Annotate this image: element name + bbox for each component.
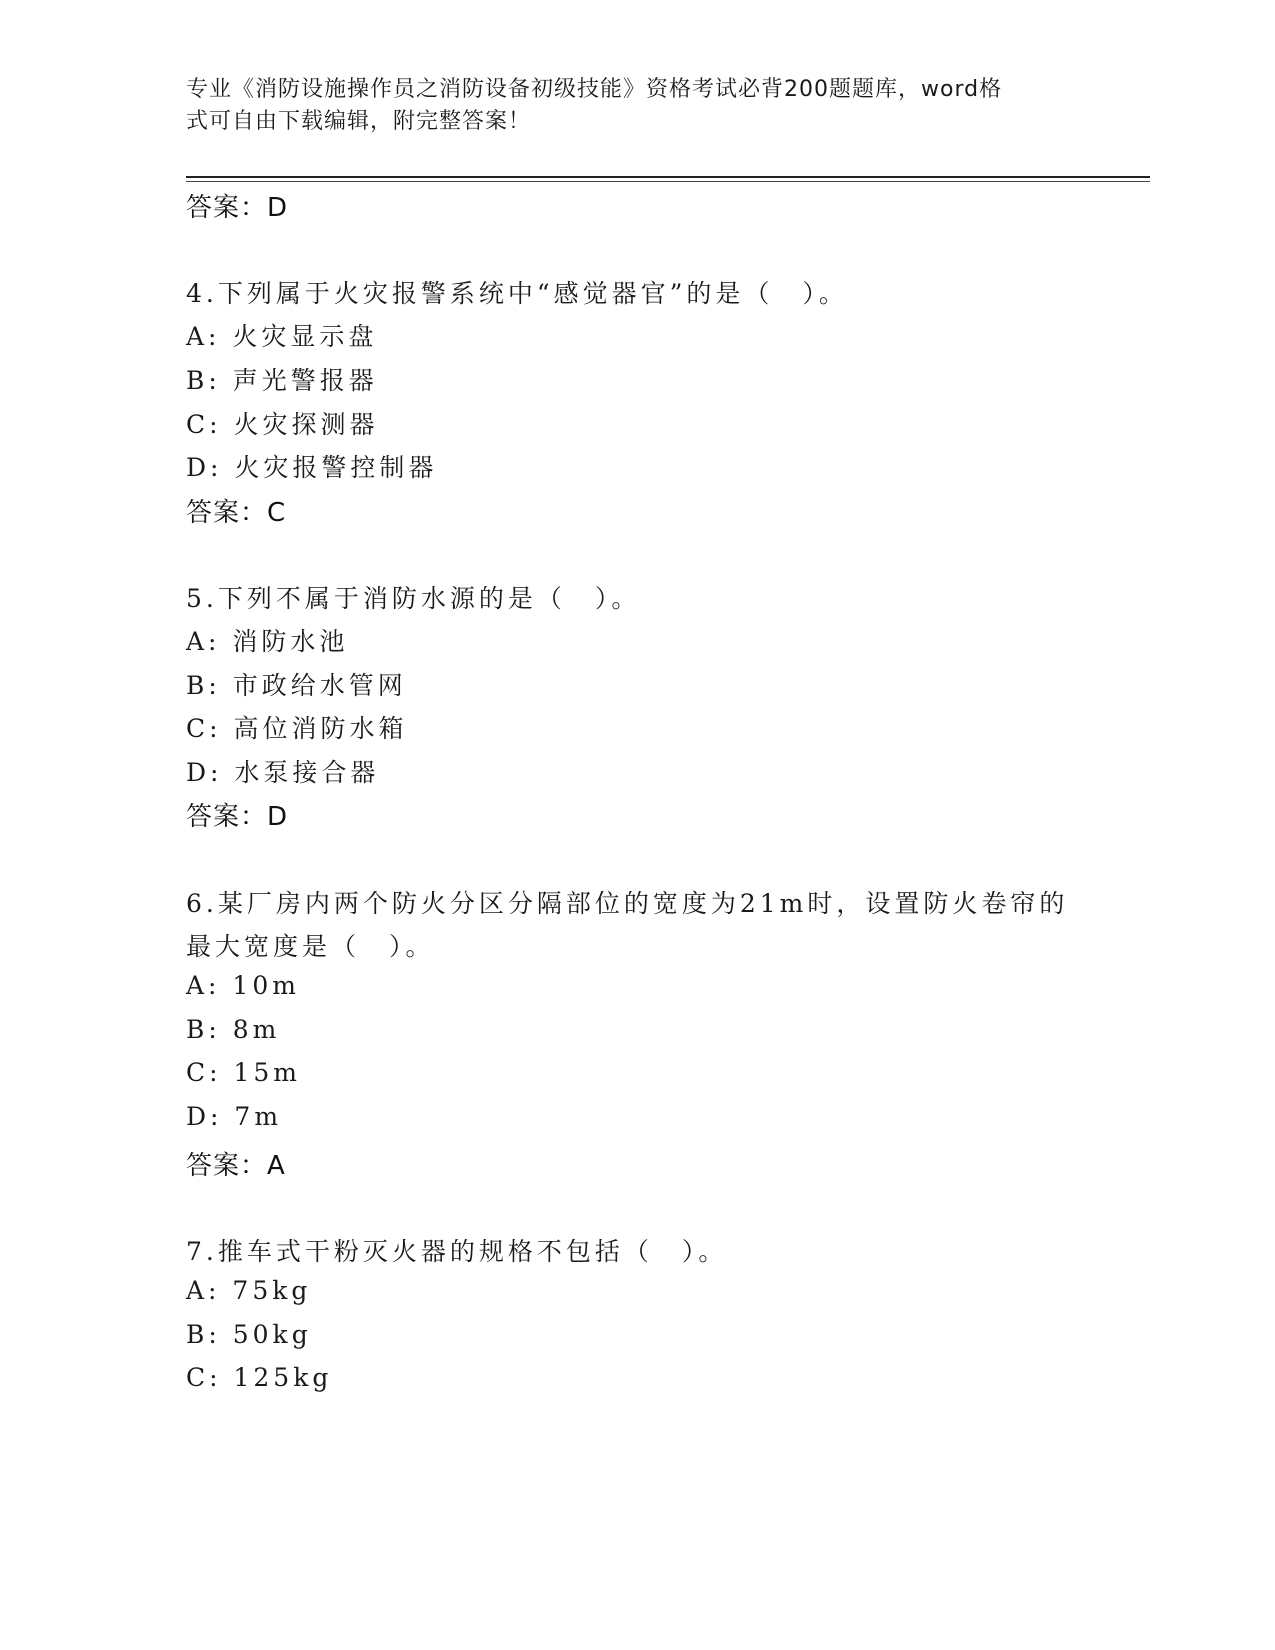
q6-answer: 答案：A <box>186 1151 286 1181</box>
q4-option-d: D: 火灾报警控制器 <box>186 453 438 482</box>
q5-answer: 答案：D <box>186 802 289 832</box>
q5-option-d: D: 水泵接合器 <box>186 758 380 787</box>
q5-option-c: C: 高位消防水箱 <box>186 714 408 743</box>
q3-answer: 答案：D <box>186 193 289 223</box>
q6-option-b: B: 8m <box>186 1015 281 1044</box>
document-header <box>186 74 1066 138</box>
q4-question: 4.下列属于火灾报警系统中“感觉器官”的是（ ）。 <box>186 279 848 308</box>
q6-option-d: D: 7m <box>186 1102 283 1131</box>
q7-option-a: A: 75kg <box>186 1276 312 1305</box>
q7-question: 7.推车式干粉灭火器的规格不包括（ ）。 <box>186 1237 728 1266</box>
header-line-2: 式可自由下载编辑，附完整答案！ <box>186 109 532 134</box>
q4-option-c: C: 火灾探测器 <box>186 410 379 439</box>
q4-option-a: A: 火灾显示盘 <box>186 322 378 351</box>
header-divider-thin <box>186 181 1150 182</box>
q6-question-line-1: 6.某厂房内两个防火分区分隔部位的宽度为21m时，设置防火卷帘的 <box>186 889 1069 918</box>
q6-question-line-2: 最大宽度是（ ）。 <box>186 932 435 961</box>
q6-option-c: C: 15m <box>186 1058 302 1087</box>
q5-option-a: A: 消防水池 <box>186 627 349 656</box>
header-line-1: 专业《消防设施操作员之消防设备初级技能》资格考试必背200题题库，word格 <box>186 77 1003 102</box>
q5-question: 5.下列不属于消防水源的是（ ）。 <box>186 584 641 613</box>
header-divider-thick <box>186 176 1150 178</box>
q5-option-b: B: 市政给水管网 <box>186 671 407 700</box>
q6-option-a: A: 10m <box>186 971 300 1000</box>
q4-option-b: B: 声光警报器 <box>186 366 378 395</box>
q7-option-b: B: 50kg <box>186 1320 312 1349</box>
q4-answer: 答案：C <box>186 498 287 528</box>
q7-option-c: C: 125kg <box>186 1363 333 1392</box>
